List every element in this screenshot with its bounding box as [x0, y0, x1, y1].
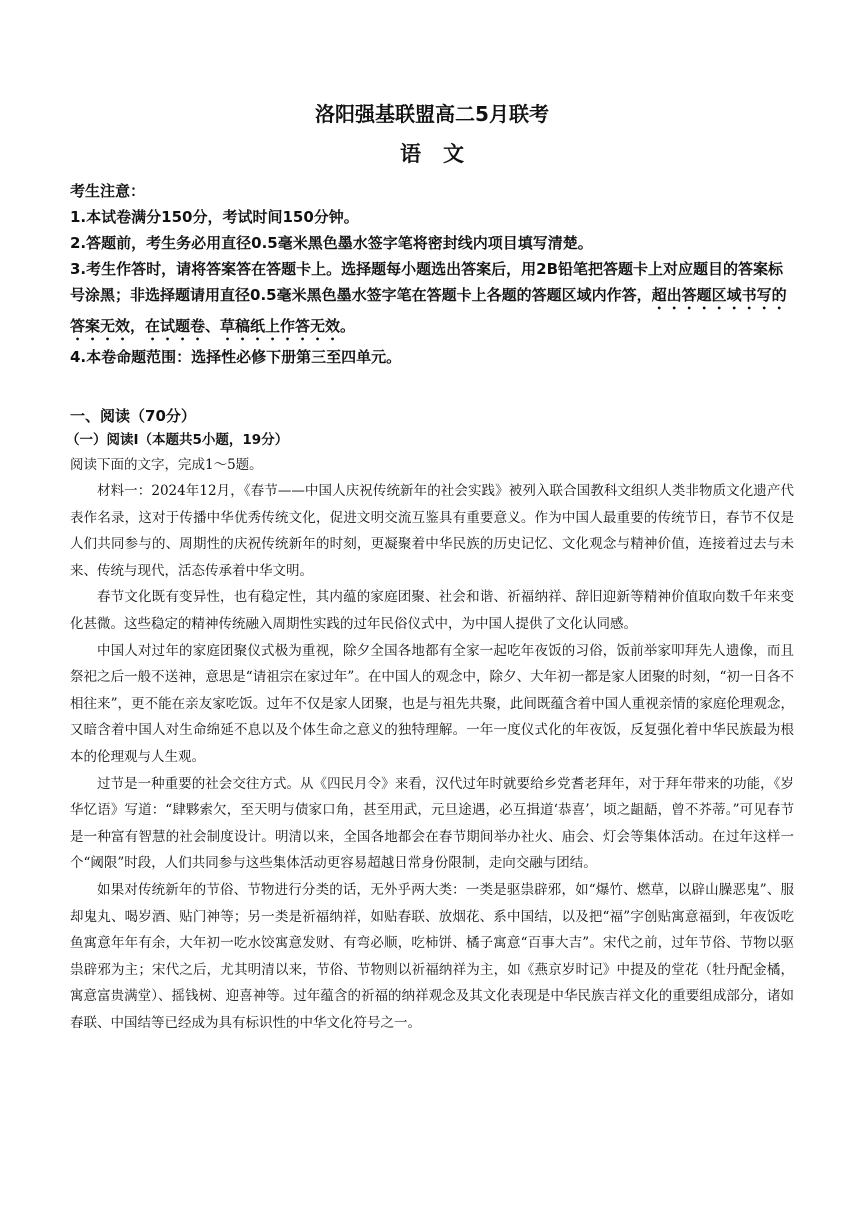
- section-heading: 一、阅读（70分）: [70, 407, 196, 425]
- notice-item-3-text: 3.考生作答时，请将答案答在答题卡上。选择题每小题选出答案后，用2B铅笔把答题卡上对应题目的答案标号涂黑；非选择题请用直径0.5毫米黑色墨水签字笔在答题卡上各题的答题区域内作答，: [70, 260, 784, 304]
- subject-title: 语文: [400, 142, 486, 166]
- notice-heading: 考生注意：: [70, 182, 146, 200]
- exam-title: 洛阳强基联盟高二5月联考: [315, 102, 549, 126]
- notice-item-4: 4.本卷命题范围：选择性必修下册第三至四单元。: [70, 348, 402, 366]
- passage-paragraph-2: 春节文化既有变异性，也有稳定性，其内蕴的家庭团聚、社会和谐、祈福纳祥、辞旧迎新等精神价值取向数千年来变化甚微。这些稳定的精神传统融入周期性实践的过年民俗仪式中，为中国人提供了文化认同感。: [70, 589, 794, 632]
- notice-item-3-end: 。: [340, 317, 356, 335]
- reading-passage: [70, 478, 794, 1036]
- notice-item-3-emphasis-1: 超出答题区域书写的答案无效: [70, 286, 787, 335]
- notice-item-3-emphasis-2: 在试题卷、草稿纸上作答无效: [145, 317, 341, 335]
- notice-item-1: 1.本试卷满分150分，考试时间150分钟。: [70, 208, 359, 226]
- notice-item-3-comma: ，: [130, 317, 146, 335]
- spacer: [70, 370, 794, 404]
- notice-item-3: [70, 256, 794, 344]
- subsection-heading: （一）阅读Ⅰ（本题共5小题，19分）: [66, 432, 289, 448]
- passage-paragraph-5: 如果对传统新年的节俗、节物进行分类的话，无外乎两大类：一类是驱祟辟邪，如“爆竹、燃草，以辟山臊恶鬼”、服却鬼丸、喝岁酒、贴门神等；另一类是祈福纳祥，如贴春联、放烟花、系中国结，以及把“福”字创贴寓意福到，年夜饭吃鱼寓意年年有余，大年初一吃水饺寓意发财、有弯必顺，吃柿饼、橘子寓意“百事大吉”。宋代之前，过年节俗、节物以驱祟辟邪为主；宋代之后，尤其明清以来，节俗、节物则以祈福纳祥为主，如《燕京岁时记》中提及的堂花（牡丹配金橘，寓意富贵满堂）、摇钱树、迎喜神等。过年蕴含的祈福的纳祥观念及其文化表现是中华民族吉祥文化的重要组成部分，诸如春联、中国结等已经成为具有标识性的中华文化符号之一。: [70, 881, 794, 1031]
- passage-paragraph-1: 材料一：2024年12月，《春节——中国人庆祝传统新年的社会实践》被列入联合国教科文组织人类非物质文化遗产代表作名录，这对于传播中华优秀传统文化，促进文明交流互鉴具有重要意义。作为中国人最重要的传统节日，春节不仅是人们共同参与的、周期性的庆祝传统新年的时刻，更凝聚着中华民族的历史记忆、文化观念与精神价值，连接着过去与未来、传统与现代，活态传承着中华文明。: [70, 483, 794, 579]
- candidate-notice: [70, 178, 794, 370]
- passage-paragraph-3: 中国人对过年的家庭团聚仪式极为重视，除夕全国各地都有全家一起吃年夜饭的习俗，饭前举家叩拜先人遗像，而且祭祀之后一般不送神，意思是“请祖宗在家过年”。在中国人的观念中，除夕、大年初一都是家人团聚的时刻，“初一日各不相往来”，更不能在亲友家吃饭。过年不仅是家人团聚，也是与祖先共聚，此间既蕴含着中国人重视亲情的家庭伦理观念，又暗含着中国人对生命绵延不息以及个体生命之意义的独特理解。一年一度仪式化的年夜饭，反复强化着中华民族最为根本的伦理观与人生观。: [70, 642, 794, 765]
- notice-item-2: 2.答题前，考生务必用直径0.5毫米黑色墨水签字笔将密封线内项目填写清楚。: [70, 234, 593, 252]
- passage-paragraph-4: 过节是一种重要的社会交往方式。从《四民月令》来看，汉代过年时就要给乡党耆老拜年，对于拜年带来的功能，《岁华忆语》写道：“肆夥索欠，至天明与债家口角，甚至用武，元旦途遇，必互揖道‘恭喜’，顷之龃龉，曾不芥蒂。”可见春节是一种富有智慧的社会制度设计。明清以来，全国各地都会在春节期间举办社火、庙会、灯会等集体活动。在过年这样一个“阈限”时段，人们共同参与这些集体活动更容易超越日常身份限制，走向交融与团结。: [70, 775, 794, 872]
- reading-instruction: 阅读下面的文字，完成1～5题。: [70, 457, 263, 473]
